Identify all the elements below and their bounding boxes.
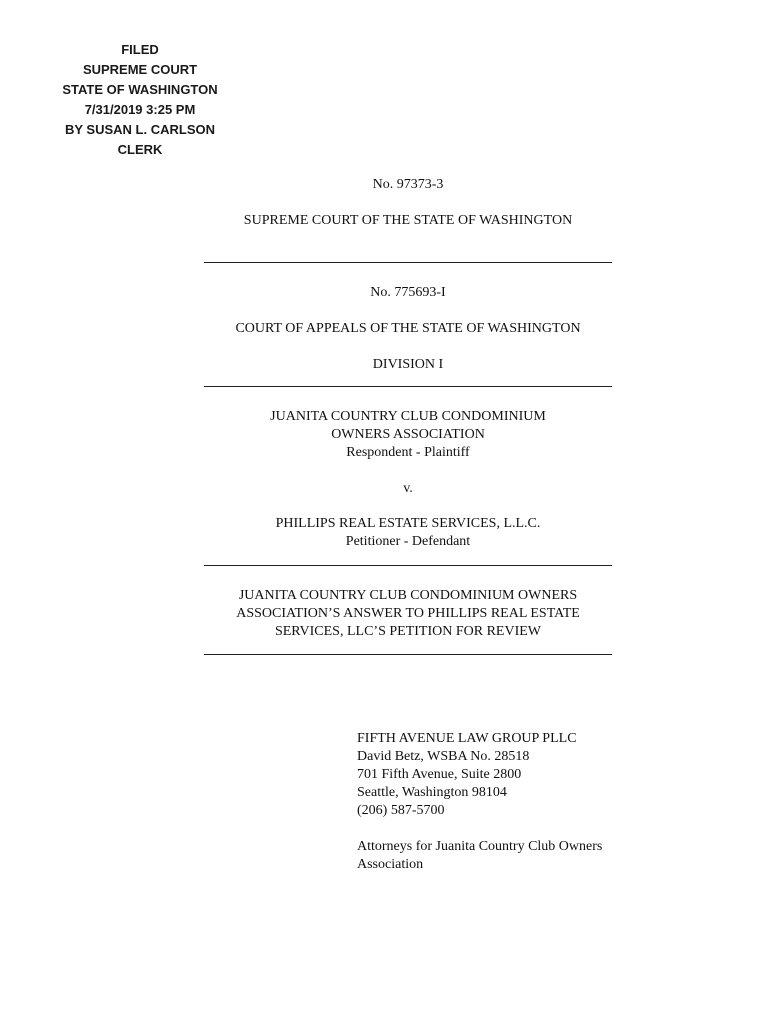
divider-4 xyxy=(204,654,612,655)
firm-phone: (206) 587-5700 xyxy=(357,803,445,818)
stamp-state: STATE OF WASHINGTON xyxy=(62,82,218,97)
plaintiff-role: Respondent - Plaintiff xyxy=(346,445,470,460)
plaintiff-name-line1: JUANITA COUNTRY CLUB CONDOMINIUM xyxy=(270,409,546,424)
plaintiff-name-line2: OWNERS ASSOCIATION xyxy=(331,427,485,442)
stamp-filed: FILED xyxy=(121,42,159,57)
divider-1 xyxy=(204,262,612,263)
stamp-court: SUPREME COURT xyxy=(82,62,198,77)
defendant-name: PHILLIPS REAL ESTATE SERVICES, L.L.C. xyxy=(275,516,541,531)
defendant-role: Petitioner - Defendant xyxy=(345,534,471,549)
document-title-line3: SERVICES, LLC’S PETITION FOR REVIEW xyxy=(274,624,542,639)
appeals-division: DIVISION I xyxy=(372,357,444,372)
appeals-court-name: COURT OF APPEALS OF THE STATE OF WASHINGTON xyxy=(235,321,581,336)
divider-3 xyxy=(204,565,612,566)
document-title-line2: ASSOCIATION’S ANSWER TO PHILLIPS REAL ESTATE xyxy=(236,606,580,621)
firm-address-line2: Seattle, Washington 98104 xyxy=(357,785,507,800)
stamp-datetime: 7/31/2019 3:25 PM xyxy=(84,102,196,117)
firm-name: FIFTH AVENUE LAW GROUP PLLC xyxy=(357,731,577,746)
counsel-block xyxy=(357,730,657,874)
firm-address-line1: 701 Fifth Avenue, Suite 2800 xyxy=(357,767,522,782)
attorneys-for-line1: Attorneys for Juanita Country Club Owners xyxy=(357,839,603,854)
supreme-case-number: No. 97373-3 xyxy=(372,177,444,192)
attorney-name: David Betz, WSBA No. 28518 xyxy=(357,749,530,764)
stamp-clerk-name: BY SUSAN L. CARLSON xyxy=(65,122,215,137)
appeals-case-number: No. 775693-I xyxy=(370,285,446,300)
document-title-line1: JUANITA COUNTRY CLUB CONDOMINIUM OWNERS xyxy=(238,588,578,603)
divider-2 xyxy=(204,386,612,387)
filing-stamp xyxy=(40,40,240,160)
stamp-clerk-title: CLERK xyxy=(117,142,163,157)
supreme-court-name: SUPREME COURT OF THE STATE OF WASHINGTON xyxy=(243,213,573,228)
versus: v. xyxy=(403,481,413,496)
attorneys-for-line2: Association xyxy=(357,857,424,872)
